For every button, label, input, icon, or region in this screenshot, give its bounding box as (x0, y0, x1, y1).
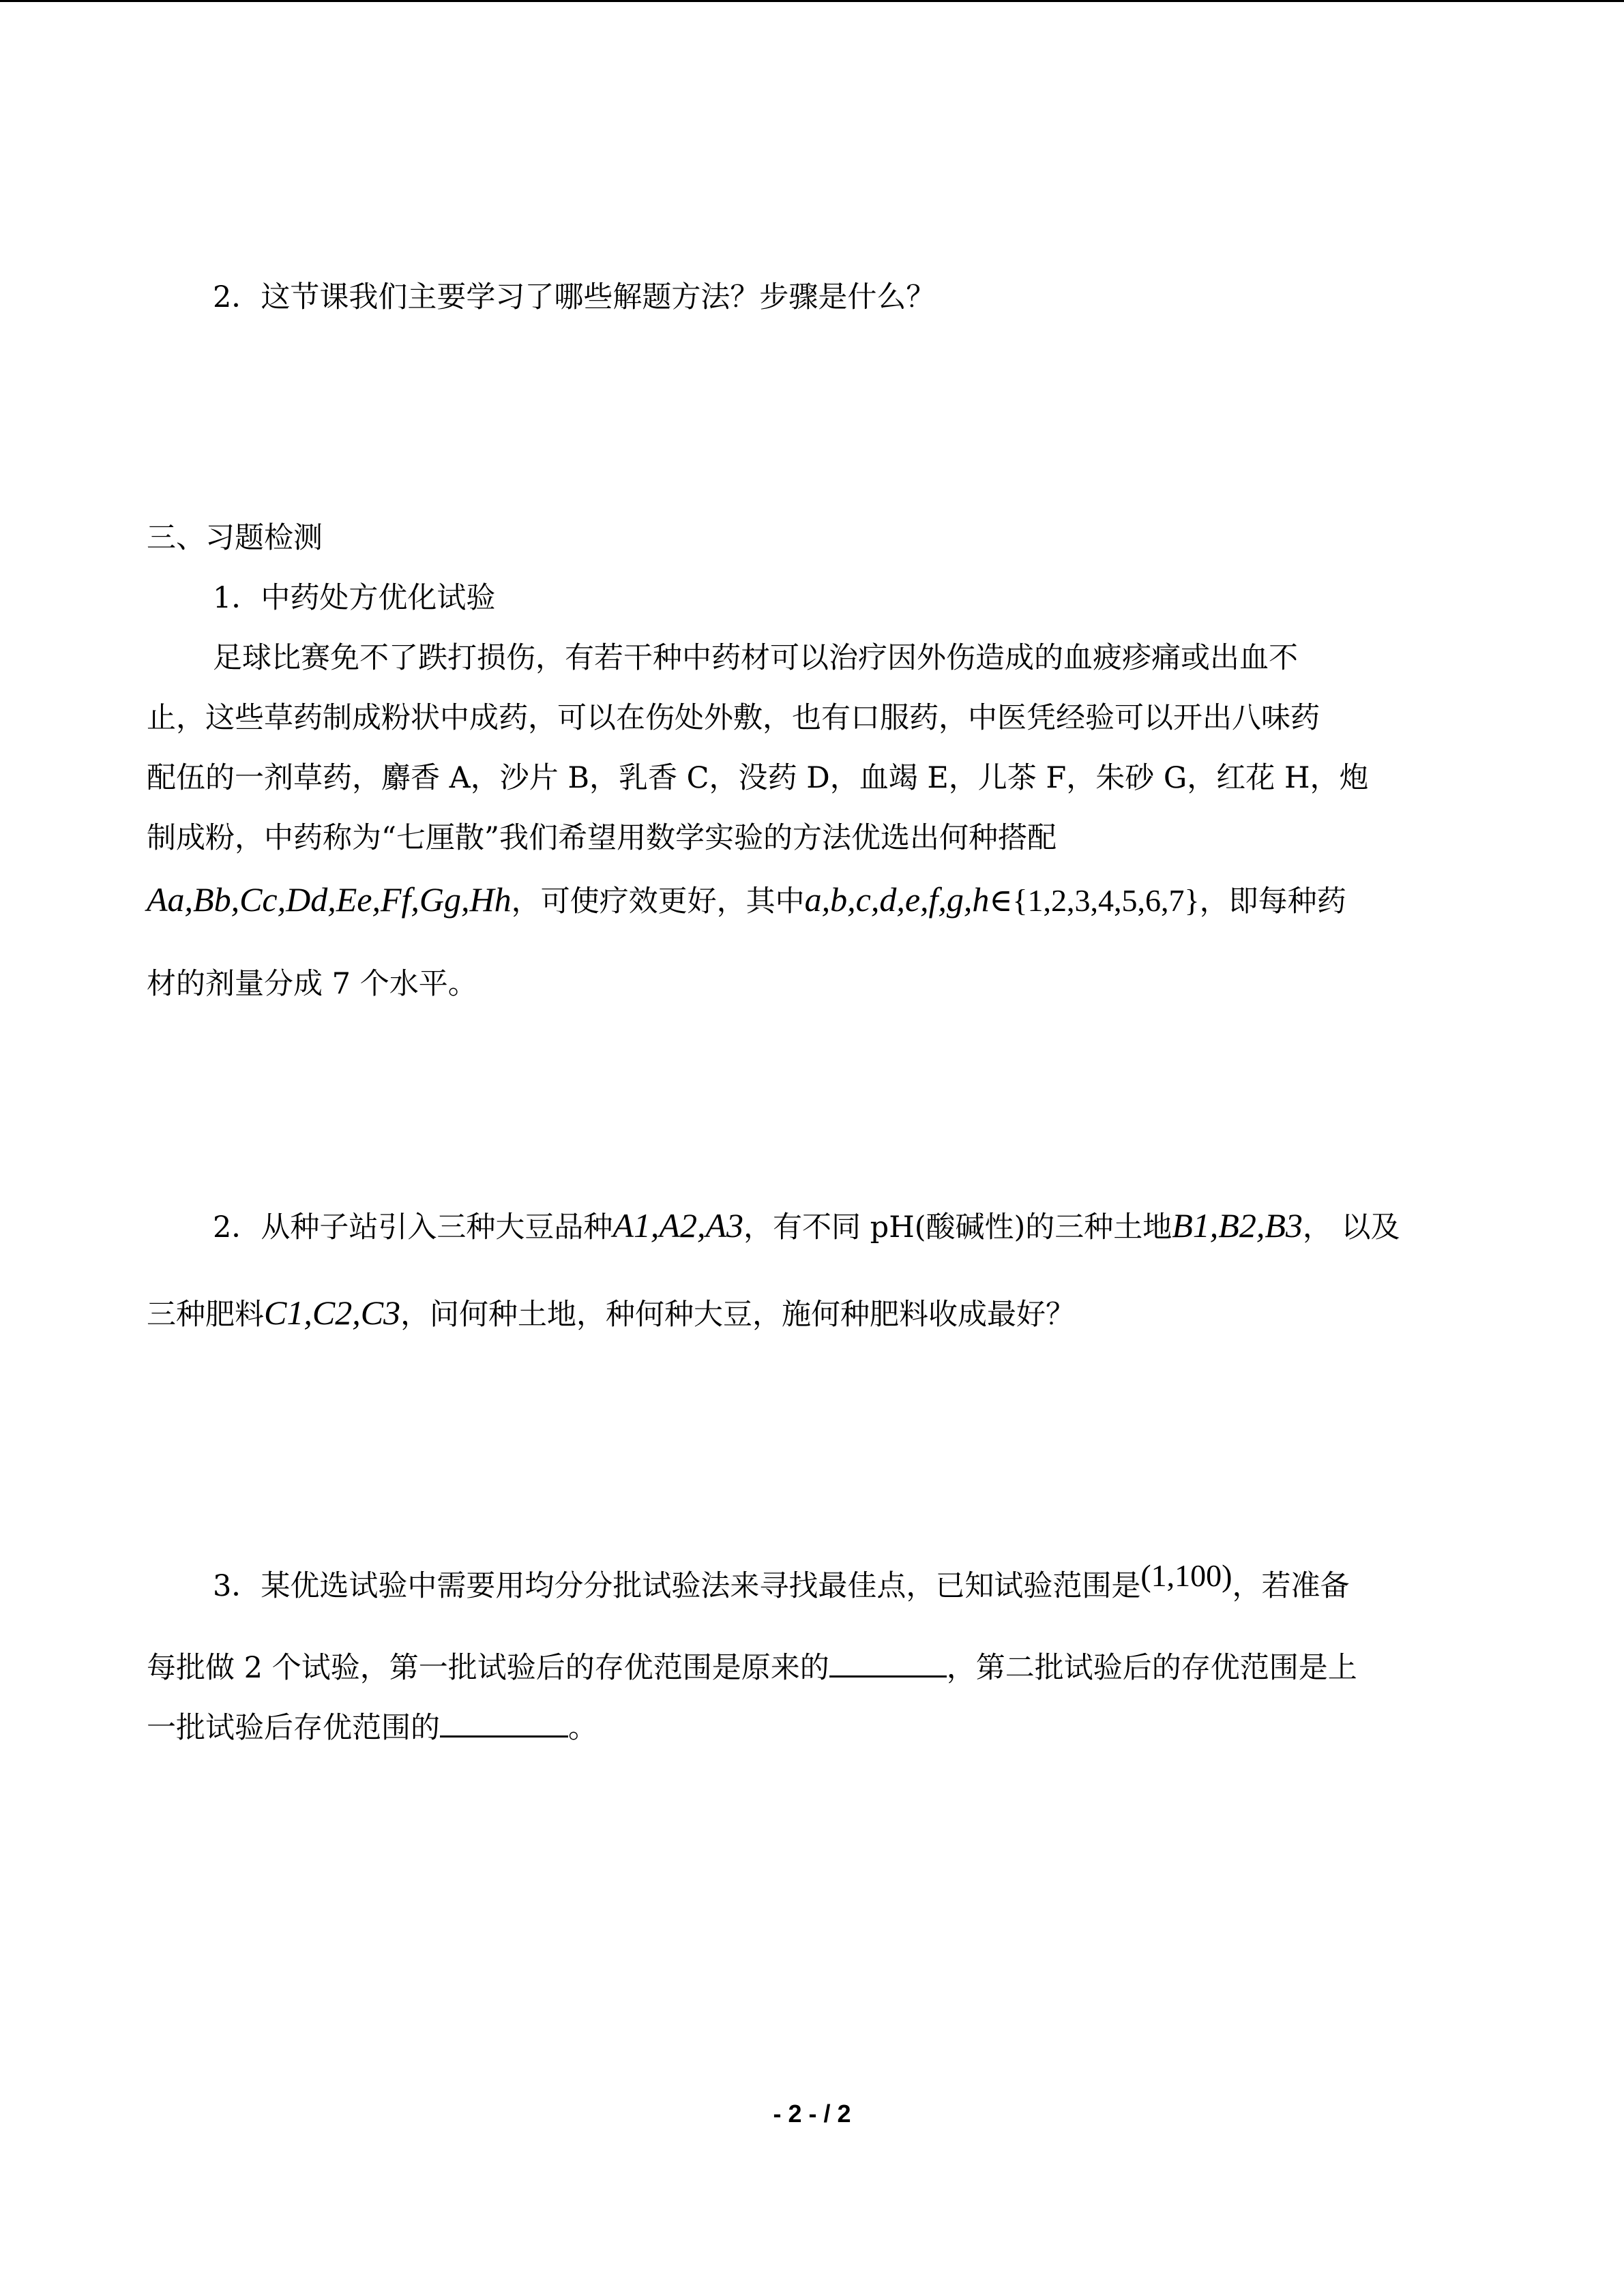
herb-formula: Aa,Bb,Cc,Dd,Ee,Ff,Gg,Hh (147, 880, 512, 919)
question-1-line-1: 足球比赛免不了跌打损伤，有若干种中药材可以治疗因外伤造成的血疲疹痛或出血不 (213, 641, 1298, 675)
question-3-line-3 (147, 1705, 597, 1748)
question-2-part-5: ，问何种土地，种何种大豆，施何种肥料收成最好？ (400, 1298, 1076, 1332)
question-1-line-5-end: ，即每种药 (1199, 884, 1346, 919)
question-3-line-3-b: 。 (568, 1711, 597, 1745)
section-heading: 三、习题检测 (147, 521, 323, 555)
answer-blank-2[interactable] (440, 1705, 568, 1738)
soybean-varieties: A1,A2,A3 (612, 1206, 743, 1244)
question-2-line-2 (147, 1292, 1075, 1335)
question-1-line-5 (147, 879, 1346, 922)
question-1-line-5-middle: ，可使疗效更好，其中 (511, 884, 805, 919)
question-3-line-2 (147, 1645, 1357, 1688)
level-variables: a,b,c,d,e,f,g,h (804, 880, 990, 919)
level-set: ∈{1,2,3,4,5,6,7} (989, 883, 1200, 918)
question-3-line-1 (213, 1558, 1350, 1607)
question-2-part-3: ， 以及 (1302, 1210, 1400, 1244)
question-3-part-2: ，若准备 (1232, 1569, 1350, 1603)
answer-blank-1[interactable] (829, 1645, 947, 1678)
question-1-line-2: 止，这些草药制成粉状中成药，可以在伤处外敷，也有口服药，中医凭经验可以开出八味药 (147, 701, 1320, 735)
question-1-line-3: 配伍的一剂草药，麝香 A，沙片 B，乳香 C，没药 D，血竭 E，儿茶 F，朱砂 G，红花 H，炮 (147, 761, 1369, 795)
fertilizer-types: C1,C2,C3 (264, 1294, 401, 1332)
question-2-part-1: 2．从种子站引入三种大豆品种 (213, 1210, 613, 1244)
question-3-line-2-a: 每批做 2 个试验，第一批试验后的存优范围是原来的 (147, 1651, 829, 1685)
question-2-line-1 (213, 1205, 1400, 1248)
question-3-part-1: 3．某优选试验中需要用均分分批试验法来寻找最佳点，已知试验范围是 (213, 1569, 1141, 1603)
question-3-line-2-b: ，第二批试验后的存优范围是上 (946, 1651, 1357, 1685)
review-question-2: 2．这节课我们主要学习了哪些解题方法？步骤是什么？ (213, 280, 936, 314)
question-2-part-4: 三种肥料 (147, 1298, 264, 1332)
question-1-line-4: 制成粉，中药称为“七厘散”我们希望用数学实验的方法优选出何种搭配 (147, 821, 1057, 855)
page-number: - 2 - / 2 (773, 2100, 851, 2128)
soil-types: B1,B2,B3 (1172, 1206, 1303, 1244)
question-1-line-6: 材的剂量分成 7 个水平。 (147, 967, 477, 1001)
question-2-part-2: ，有不同 pH(酸碱性)的三种土地 (743, 1210, 1172, 1244)
question-3-line-3-a: 一批试验后存优范围的 (147, 1711, 440, 1745)
question-1-title: 1．中药处方优化试验 (213, 581, 496, 615)
trial-range: (1,100) (1140, 1558, 1232, 1593)
